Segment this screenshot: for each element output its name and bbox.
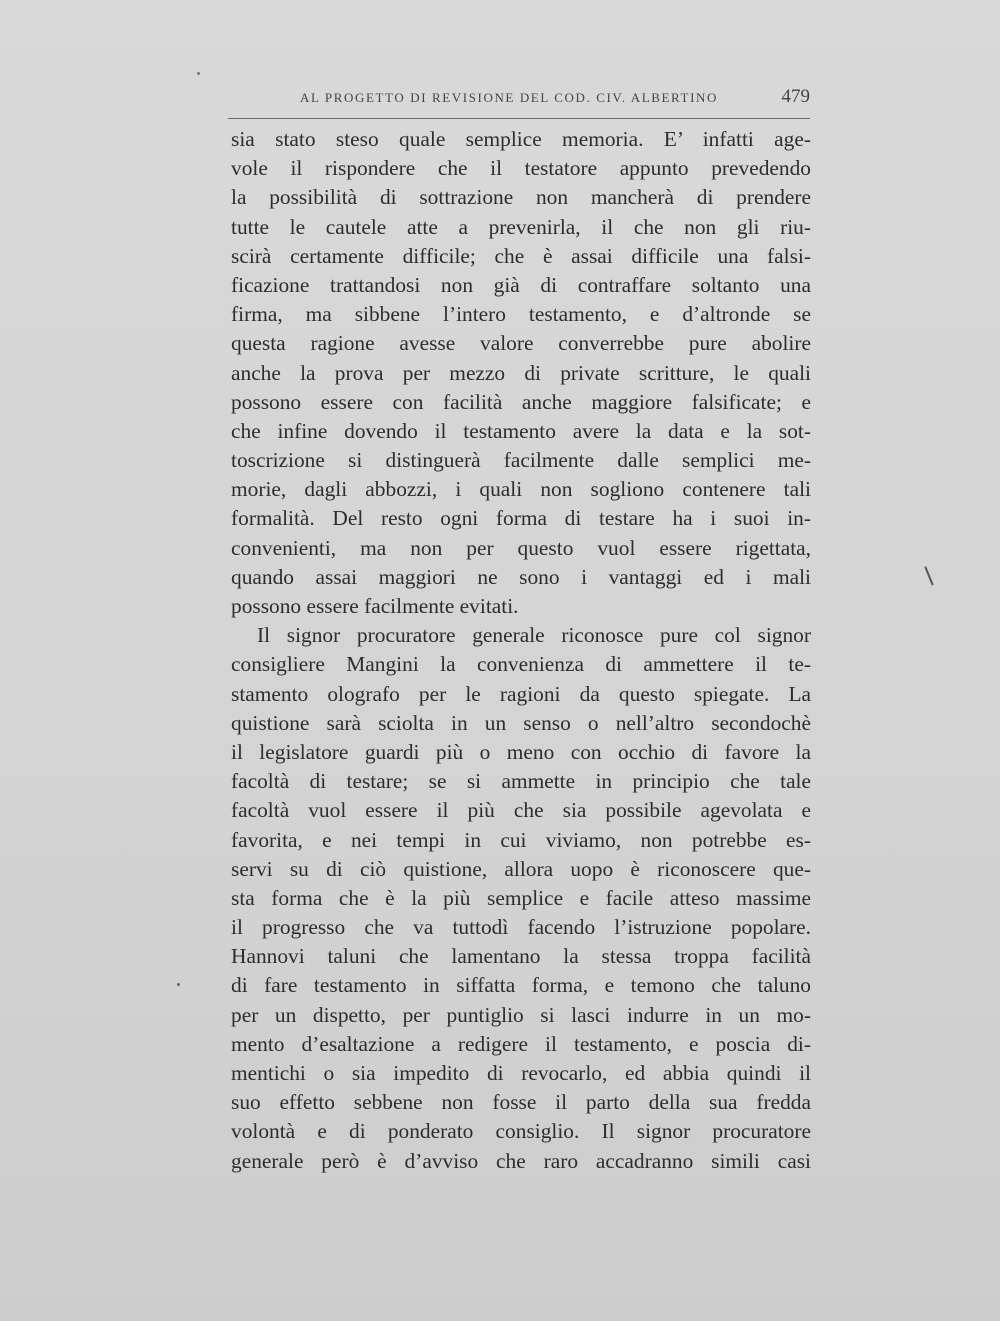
page-header: [228, 84, 810, 119]
page-number: 479: [781, 86, 810, 107]
margin-mark: [924, 566, 933, 585]
text-line: facoltà di testare; se si ammette in principio che tale: [231, 769, 811, 794]
text-line: sta forma che è la più semplice e facile atteso massime: [231, 885, 811, 910]
text-line: per un dispetto, per puntiglio si lasci indurre in un mo-: [231, 1002, 811, 1027]
text-line: convenienti, ma non per questo vuol essere rigettata,: [231, 535, 811, 560]
text-line: volontà e di ponderato consiglio. Il signor procuratore: [231, 1119, 811, 1144]
text-line: che infine dovendo il testamento avere la data e la sot-: [231, 418, 811, 443]
text-line: tutte le cautele atte a prevenirla, il che non gli riu-: [231, 214, 811, 239]
text-line: anche la prova per mezzo di private scritture, le quali: [231, 360, 811, 385]
print-speck: [197, 72, 200, 75]
print-speck: [177, 983, 180, 986]
text-line: vole il rispondere che il testatore appunto prevedendo: [231, 156, 811, 181]
text-line: Hannovi taluni che lamentano la stessa troppa facilità: [231, 944, 811, 969]
text-line: firma, ma sibbene l’intero testamento, e d’altronde se: [231, 302, 811, 327]
text-line: possono essere con facilità anche maggiore falsificate; e: [231, 389, 811, 414]
text-line: sia stato steso quale semplice memoria. E’ infatti age-: [231, 127, 811, 151]
text-line: il progresso che va tuttodì facendo l’istruzione popolare.: [231, 915, 811, 940]
text-line: consigliere Mangini la convenienza di ammettere il te-: [231, 652, 811, 677]
text-line: possono essere facilmente evitati.: [231, 594, 519, 618]
text-line: servi su di ciò quistione, allora uopo è riconoscere que-: [231, 856, 811, 881]
text-line: favorita, e nei tempi in cui viviamo, non potrebbe es-: [231, 827, 811, 852]
text-line: di fare testamento in siffatta forma, e temono che taluno: [231, 973, 811, 998]
text-line: facoltà vuol essere il più che sia possibile agevolata e: [231, 798, 811, 823]
body-text: [231, 125, 811, 1176]
text-line: formalità. Del resto ogni forma di testare ha i suoi in-: [231, 506, 811, 531]
text-line: suo effetto sebbene non fosse il parto della sua fredda: [231, 1090, 811, 1115]
text-line: quando assai maggiori ne sono i vantaggi ed i mali: [231, 564, 811, 589]
running-head: AL PROGETTO DI REVISIONE DEL COD. CIV. ALBERTINO: [300, 90, 718, 105]
text-line: la possibilità di sottrazione non mancherà di prendere: [231, 185, 811, 210]
text-line: scirà certamente difficile; che è assai difficile una falsi-: [231, 243, 811, 268]
text-line: generale però è d’avviso che raro accadranno simili casi: [231, 1148, 811, 1173]
text-line: quistione sarà sciolta in un senso o nell’altro secondochè: [231, 710, 811, 735]
text-line: Il signor procuratore generale riconosce pure col signor: [257, 623, 811, 648]
text-line: stamento olografo per le ragioni da questo spiegate. La: [231, 681, 811, 706]
text-line: mento d’esaltazione a redigere il testamento, e poscia di-: [231, 1031, 811, 1056]
text-line: morie, dagli abbozzi, i quali non sogliono contenere tali: [231, 477, 811, 502]
text-line: il legislatore guardi più o meno con occhio di favore la: [231, 739, 811, 764]
text-line: ficazione trattandosi non già di contraffare soltanto una: [231, 272, 811, 297]
text-line: mentichi o sia impedito di revocarlo, ed abbia quindi il: [231, 1061, 811, 1085]
text-line: toscrizione si distinguerà facilmente dalle semplici me-: [231, 448, 811, 473]
text-line: questa ragione avesse valore converrebbe pure abolire: [231, 331, 811, 356]
